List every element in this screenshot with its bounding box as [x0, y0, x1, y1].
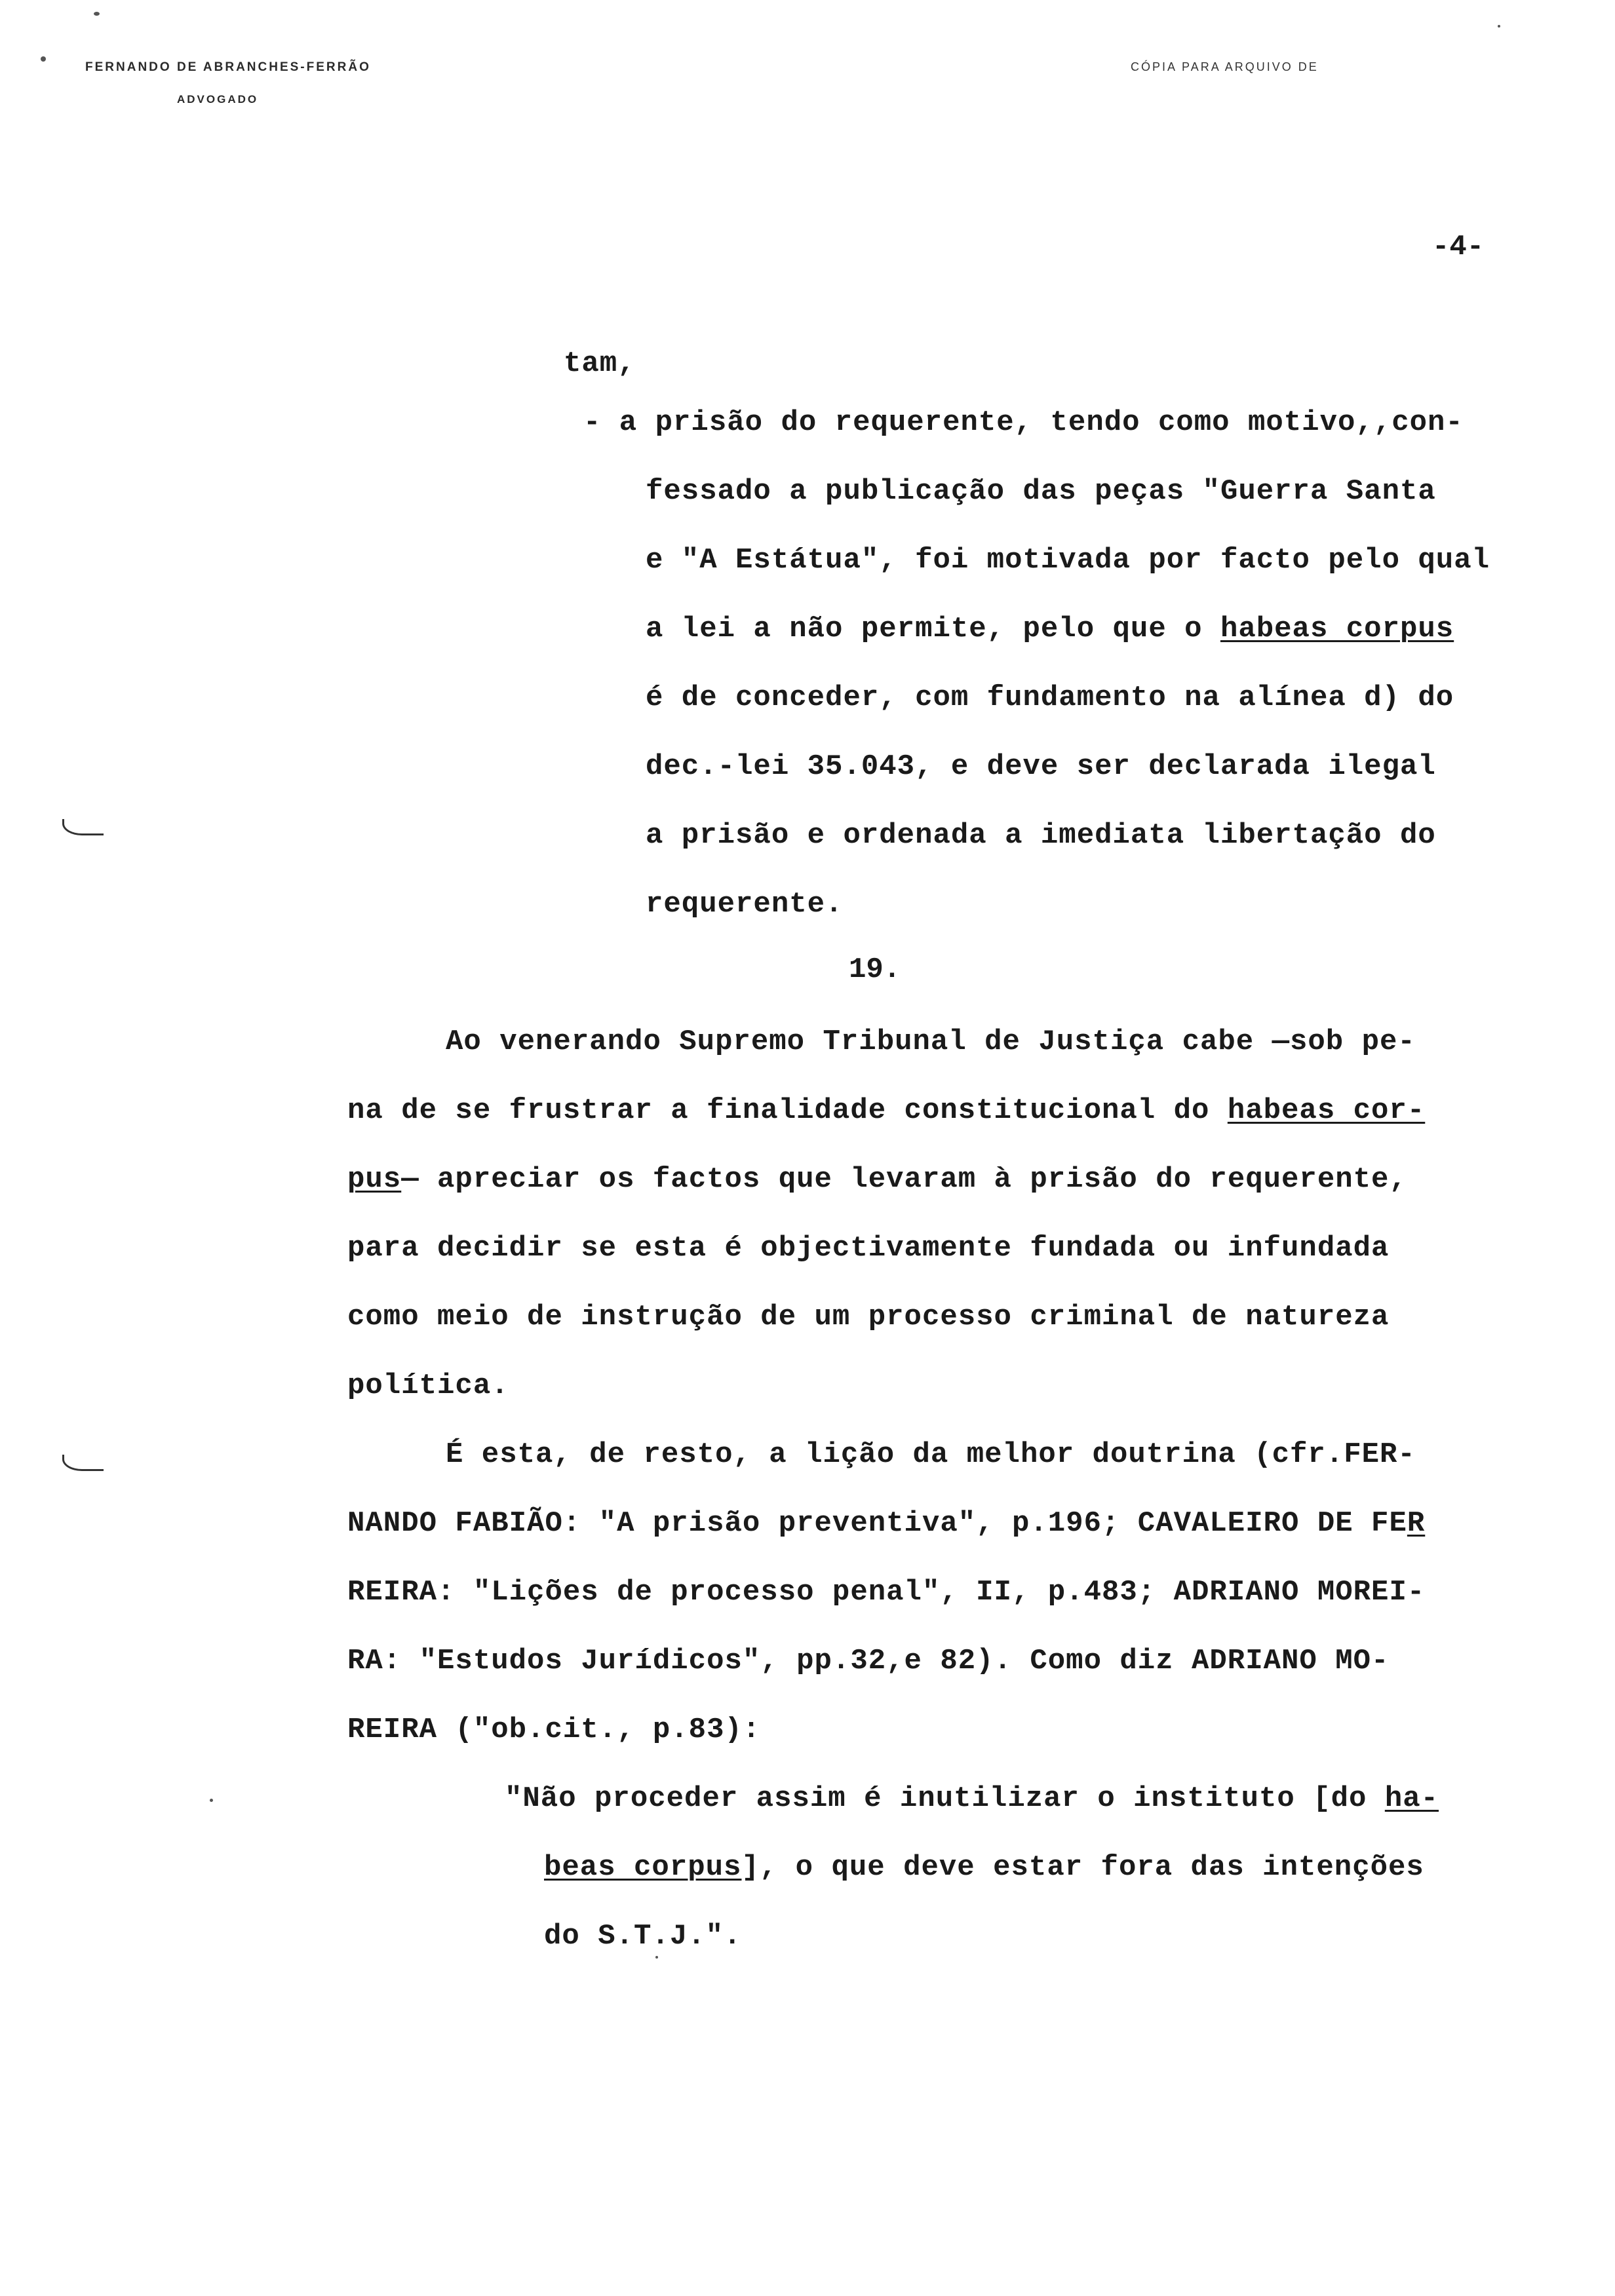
- text-line: REIRA: "Lições de processo penal", II, p.483; ADRIANO MOREI-: [347, 1576, 1426, 1609]
- text-line: Ao venerando Supremo Tribunal de Justiça cabe —sob pe-: [446, 1025, 1416, 1058]
- text-segment: ], o que deve estar fora das intenções: [741, 1851, 1424, 1884]
- text-segment: — apreciar os factos que levaram à prisão do requerente,: [401, 1163, 1407, 1196]
- letterhead: [85, 60, 371, 105]
- text-line: [646, 613, 1454, 645]
- text-line: dec.-lei 35.043, e deve ser declarada ilegal: [646, 750, 1436, 783]
- quote-line: do S.T.J.".: [544, 1920, 742, 1953]
- habeas-corpus-term: habeas corpus: [1220, 613, 1454, 645]
- letterhead-role: ADVOGADO: [177, 93, 259, 105]
- habeas-corpus-term: pus: [347, 1163, 402, 1196]
- habeas-corpus-term: ha-: [1384, 1782, 1439, 1815]
- text-line: como meio de instrução de um processo criminal de natureza: [347, 1301, 1390, 1333]
- page-number: -4-: [1432, 231, 1485, 263]
- text-line: a prisão e ordenada a imediata libertação do: [646, 819, 1436, 852]
- text-line: fessado a publicação das peças "Guerra Santa: [646, 475, 1436, 508]
- habeas-corpus-term: beas corpus: [544, 1851, 742, 1884]
- text-line: tam,: [564, 347, 636, 380]
- text-line: política.: [347, 1369, 509, 1402]
- scan-speck: [210, 1799, 213, 1802]
- text-line: [347, 1507, 1425, 1540]
- text-segment: "Não proceder assim é inutilizar o instituto [do: [505, 1782, 1385, 1815]
- quote-line: [544, 1851, 1424, 1884]
- copy-note: CÓPIA PARA ARQUIVO DE: [1131, 60, 1319, 73]
- scan-speck: [94, 12, 100, 16]
- text-line: REIRA ("ob.cit., p.83):: [347, 1713, 761, 1746]
- scan-speck: [655, 1956, 658, 1959]
- text-line: [347, 1094, 1425, 1127]
- text-line: [347, 1163, 1407, 1196]
- text-line: É esta, de resto, a lição da melhor doutrina (cfr.FER-: [446, 1438, 1416, 1471]
- scan-speck: [41, 56, 46, 62]
- quote-line: [505, 1782, 1439, 1815]
- scan-speck: [1498, 25, 1500, 28]
- text-line: - a prisão do requerente, tendo como motivo,,con-: [583, 406, 1464, 439]
- letterhead-name: FERNANDO DE ABRANCHES-FERRÃO: [85, 60, 371, 74]
- text-line: requerente.: [646, 888, 844, 921]
- margin-mark: [62, 1455, 104, 1471]
- habeas-corpus-term: habeas cor-: [1227, 1094, 1426, 1127]
- text-segment: na de se frustrar a finalidade constitucional do: [347, 1094, 1228, 1127]
- text-line: para decidir se esta é objectivamente fundada ou infundada: [347, 1232, 1390, 1265]
- text-line: e "A Estátua", foi motivada por facto pelo qual: [646, 544, 1490, 577]
- text-segment: R: [1407, 1507, 1426, 1540]
- text-segment: a lei a não permite, pelo que o: [646, 613, 1220, 645]
- text-segment: NANDO FABIÃO: "A prisão preventiva", p.196; CAVALEIRO DE FE: [347, 1507, 1407, 1540]
- text-line: RA: "Estudos Jurídicos", pp.32,e 82). Como diz ADRIANO MO-: [347, 1645, 1390, 1677]
- text-line: é de conceder, com fundamento na alínea d) do: [646, 681, 1454, 714]
- margin-mark: [62, 819, 104, 835]
- section-number: 19.: [849, 953, 901, 986]
